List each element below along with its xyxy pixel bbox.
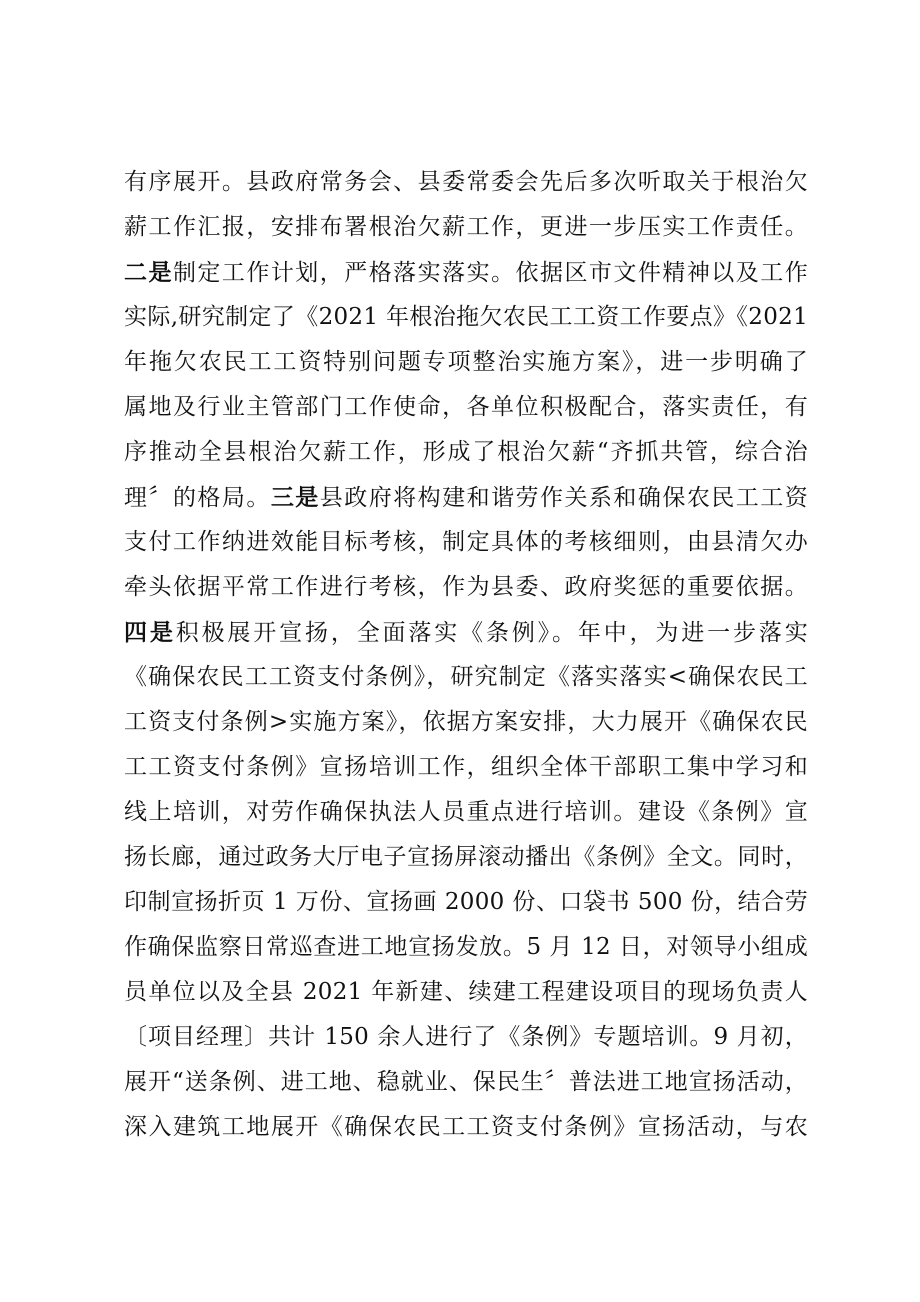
text-line: 员单位以及全县 2021 年新建、续建工程建设项目的现场负责人 [124,979,808,1005]
point-two-lead: 二是 [124,259,173,286]
text-line: 序推动全县根治欠薪工作，形成了根治欠薪“齐抓共管，综合治 [124,439,808,465]
text-line: 薪工作汇报，安排布署根治欠薪工作，更进一步压实工作责任。 [124,214,808,240]
text-line: 《确保农民工工资支付条例》，研究制定《落实落实<确保农民工 [124,664,808,690]
text-line: 印制宣扬折页 1 万份、宣扬画 2000 份、口袋书 500 份，结合劳 [124,889,808,915]
body-text [124,160,808,1150]
text-line: 牵头依据平常工作进行考核，作为县委、政府奖惩的重要依据。 [124,574,808,600]
text-line: 工工资支付条例》宣扬培训工作，组织全体干部职工集中学习和 [124,754,808,780]
text-line: 实际,研究制定了《2021 年根治拖欠农民工工资工作要点》《2021 [124,304,808,330]
text-line: 展开“送条例、进工地、稳就业、保民生〞普法进工地宣扬活动， [124,1069,808,1095]
text-line: 工资支付条例>实施方案》，依据方案安排，大力展开《确保农民 [124,709,808,735]
point-three-lead: 三是 [270,484,320,511]
text-line: 作确保监察日常巡查进工地宣扬发放。5 月 12 日，对领导小组成 [124,934,808,960]
text-line: 四是积极展开宣扬，全面落实《条例》。年中，为进一步落实 [124,619,809,646]
text-line: 二是制定工作计划，严格落实落实。依据区市文件精神以及工作 [124,259,808,286]
text-line: 线上培训，对劳作确保执法人员重点进行培训。建设《条例》宣 [124,799,808,825]
text-line: 理〞的格局。三是县政府将构建和谐劳作关系和确保农民工工资 [124,484,809,511]
point-four-lead: 四是 [124,619,176,646]
text-line: 〔项目经理〕共计 150 余人进行了《条例》专题培训。9 月初， [124,1024,808,1050]
text-line: 属地及行业主管部门工作使命，各单位积极配合，落实责任，有 [124,394,808,420]
text-line: 深入建筑工地展开《确保农民工工资支付条例》宣扬活动，与农 [124,1114,808,1140]
text-line: 年拖欠农民工工资特别问题专项整治实施方案》，进一步明确了 [124,349,808,375]
text-line: 支付工作纳进效能目标考核，制定具体的考核细则，由县清欠办 [124,529,808,555]
text-line: 有序展开。县政府常务会、县委常委会先后多次听取关于根治欠 [124,169,808,195]
text-line: 扬长廊，通过政务大厅电子宣扬屏滚动播出《条例》全文。同时， [124,844,808,870]
